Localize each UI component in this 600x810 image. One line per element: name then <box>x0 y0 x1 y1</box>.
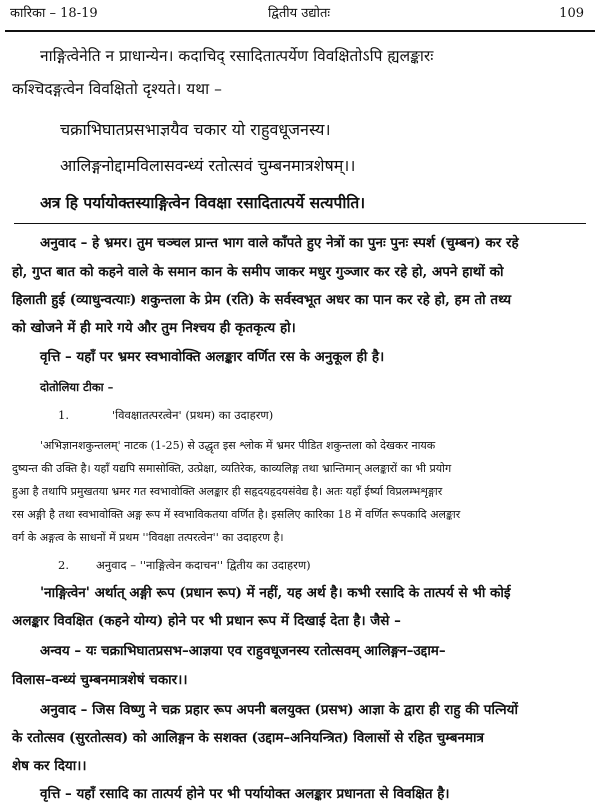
header-karika: कारिका – 18-19 <box>10 6 98 21</box>
item-2-title: अनुवाद – ''नाङ्गित्वेन कदाचन'' द्वितीय का उदाहरण) <box>96 558 311 572</box>
verse-line-2: आलिङ्गनोद्दामविलासवन्ध्यं रतोत्सवं चुम्बनमात्रशेषम्।। <box>60 156 356 175</box>
anvay-line-1: अन्वय – यः चक्राभिघातप्रसभ–आज्ञया एव राहुवधूजनस्य रतोत्सवम् आलिङ्गन–उद्दाम– <box>40 643 446 659</box>
para-1-line-4: रस अङ्गी है तथा स्वभावोक्ति अङ्ग रूप में स्वभाविकतया वर्णित है। इसलिए कारिका 18 में वर्णित रूपकादि अलङ्कार <box>12 508 461 521</box>
header-rule <box>5 30 595 32</box>
anuvad-1-line-2: हो, गुप्त बात को कहने वाले के समान कान के समीप जाकर मधुर गुञ्जार कर रहे हो, अपने हाथों को <box>12 264 504 280</box>
anuvad-1-line-4: को खोजने में ही मारे गये और तुम निश्चय ही कृतकृत्य हो। <box>12 320 296 336</box>
page-number: 109 <box>559 6 584 21</box>
item-2-number: 2. <box>58 558 69 572</box>
item-1-number: 1. <box>58 408 69 422</box>
item-1-title: 'विवक्षातत्परत्वेन' (प्रथम) का उदाहरण) <box>112 408 274 422</box>
sanskrit-line-2: कश्चिदङ्गत्वेन विवक्षितो दृश्यते। यथा – <box>12 80 222 98</box>
sanskrit-line-3: अत्र हि पर्यायोक्तस्याङ्गित्वेन विवक्षा रसादितात्पर्ये सत्यपीति। <box>40 193 366 212</box>
para-2-line-1: 'नाङ्गित्वेन' अर्थात् अङ्गी रूप (प्रधान रूप) में नहीं, यह अर्थ है। कभी रसादि के तात्पर्य से भी कोई <box>40 585 511 601</box>
para-2-line-2: अलङ्कार विवक्षित (कहने योग्य) होने पर भी प्रधान रूप में दिखाई देता है। जैसे – <box>12 613 401 629</box>
para-1-line-5: वर्ग के अङ्गत्व के साधनों में प्रथम ''विवक्षा तत्परत्वेन'' का उदाहरण है। <box>12 531 284 544</box>
anuvad-1-line-3: हिलाती हुई (व्याधुन्वत्याः) शकुन्तला के प्रेम (रति) के सर्वस्वभूत अधर का पान कर रहे हो, हम तो तथ्य <box>12 292 512 308</box>
para-1-line-3: हुआ है तथापि प्रमुखतया भ्रमर गत स्वभावोक्ति अलङ्कार ही सहृदयहृदयसंवेद्य है। अतः यहाँ ईर्ष्या विप्रलम्भशृङ्गार <box>12 485 443 498</box>
anuvad-2-line-2: के रतोत्सव (सुरतोत्सव) को आलिङ्गन के सशक्त (उद्दाम–अनियन्त्रित) विलासों से रहित चुम्बनमात्र <box>12 730 484 746</box>
anvay-line-2: विलास–वन्ध्यं चुम्बनमात्रशेषं चकार।। <box>12 672 188 688</box>
vritti-2: वृत्ति – यहाँ रसादि का तात्पर्य होने पर भी पर्यायोक्त अलङ्कार प्रधानता से विवक्षित है। <box>40 786 450 802</box>
para-1-line-2: दुष्यन्त की उक्ति है। यहाँ यद्यपि समासोक्ति, उत्प्रेक्षा, व्यतिरेक, काव्यलिङ्ग तथा भ्रान्तिमान् अलङ्कारों का भी प्रयोग <box>12 462 452 475</box>
anuvad-1-line-1: अनुवाद – हे भ्रमर। तुम चञ्चल प्रान्त भाग वाले काँपते हुए नेत्रों का पुनः पुनः स्पर्श (चुम्बन) कर रहे <box>40 235 519 251</box>
vritti-1: वृत्ति – यहाँ पर भ्रमर स्वभावोक्ति अलङ्कार वर्णित रस के अनुकूल ही है। <box>40 349 385 365</box>
sanskrit-line-1: नाङ्गित्वेनेति न प्राधान्येन। कदाचिद् रसादितात्पर्येण विवक्षितोऽपि ह्यलङ्कारः <box>40 47 434 65</box>
verse-line-1: चक्राभिघातप्रसभाज्ञयैव चकार यो राहुवधूजनस्य। <box>60 120 331 139</box>
tika-heading: दोतोलिया टीका – <box>40 380 114 394</box>
para-1-line-1: 'अभिज्ञानशकुन्तलम्' नाटक (1-25) से उद्धृत इस श्लोक में भ्रमर पीडित शकुन्तला को देखकर नायक <box>40 439 436 452</box>
anuvad-2-line-3: शेष कर दिया।। <box>12 758 87 774</box>
section-divider <box>14 223 586 224</box>
anuvad-2-line-1: अनुवाद – जिस विष्णु ने चक्र प्रहार रूप अपनी बलयुक्त (प्रसभ) आज्ञा के द्वारा ही राहु की पत्नियों <box>40 702 518 718</box>
page-header <box>0 0 600 30</box>
header-chapter: द्वितीय उद्योतः <box>268 6 331 21</box>
